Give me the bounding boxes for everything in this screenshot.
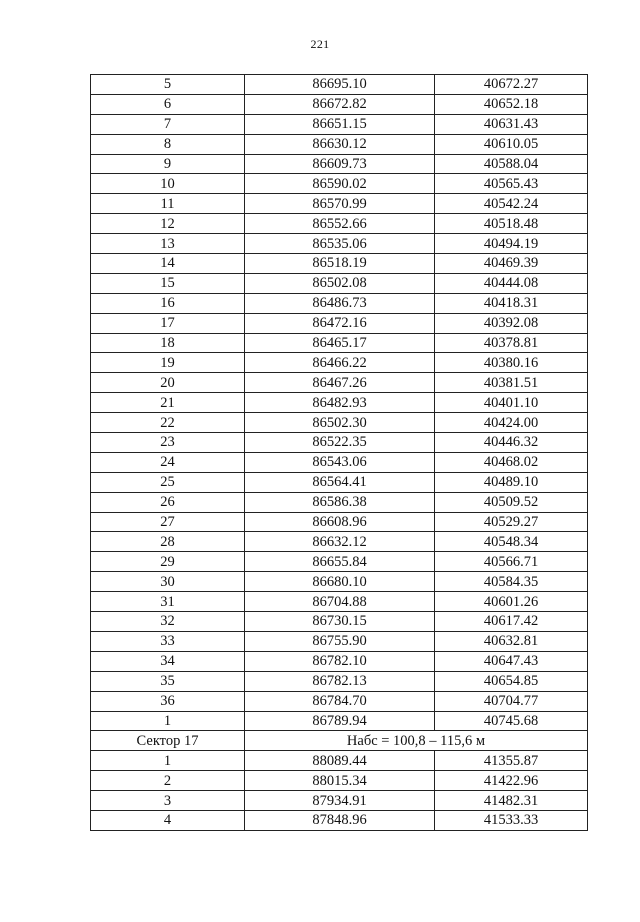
point-number-cell: 9 [91,154,245,174]
point-number-cell: 30 [91,572,245,592]
x-coordinate-cell: 86609.73 [245,154,435,174]
y-coordinate-cell: 40494.19 [435,234,588,254]
table-row [91,532,588,552]
point-number-cell: 16 [91,293,245,313]
point-number-cell: 14 [91,254,245,274]
coordinates-table-body [91,75,588,831]
x-coordinate-cell: 86704.88 [245,592,435,612]
sector-height-range: Набс = 100,8 – 115,6 м [245,731,588,751]
table-row [91,214,588,234]
x-coordinate-cell: 86518.19 [245,254,435,274]
x-coordinate-cell: 86543.06 [245,452,435,472]
y-coordinate-cell: 40601.26 [435,592,588,612]
y-coordinate-cell: 40418.31 [435,293,588,313]
table-row [91,472,588,492]
table-row [91,791,588,811]
x-coordinate-cell: 86782.10 [245,651,435,671]
table-row [91,234,588,254]
x-coordinate-cell: 86672.82 [245,94,435,114]
table-row [91,651,588,671]
y-coordinate-cell: 40704.77 [435,691,588,711]
point-number-cell: 1 [91,751,245,771]
table-row [91,333,588,353]
x-coordinate-cell: 86472.16 [245,313,435,333]
table-row [91,353,588,373]
x-coordinate-cell: 86755.90 [245,631,435,651]
x-coordinate-cell: 86467.26 [245,373,435,393]
table-row [91,293,588,313]
point-number-cell: 7 [91,114,245,134]
table-row [91,114,588,134]
table-row [91,492,588,512]
coordinates-table [90,74,588,831]
x-coordinate-cell: 88015.34 [245,771,435,791]
y-coordinate-cell: 40378.81 [435,333,588,353]
point-number-cell: 11 [91,194,245,214]
x-coordinate-cell: 86522.35 [245,433,435,453]
x-coordinate-cell: 86782.13 [245,671,435,691]
point-number-cell: 15 [91,273,245,293]
y-coordinate-cell: 41422.96 [435,771,588,791]
sector-label: Сектор 17 [91,731,245,751]
y-coordinate-cell: 41355.87 [435,751,588,771]
point-number-cell: 2 [91,771,245,791]
table-row [91,671,588,691]
point-number-cell: 6 [91,94,245,114]
x-coordinate-cell: 86486.73 [245,293,435,313]
point-number-cell: 10 [91,174,245,194]
y-coordinate-cell: 40444.08 [435,273,588,293]
table-row [91,174,588,194]
table-row [91,154,588,174]
x-coordinate-cell: 86651.15 [245,114,435,134]
x-coordinate-cell: 86586.38 [245,492,435,512]
y-coordinate-cell: 40518.48 [435,214,588,234]
table-row [91,134,588,154]
point-number-cell: 35 [91,671,245,691]
table-row [91,572,588,592]
y-coordinate-cell: 40584.35 [435,572,588,592]
y-coordinate-cell: 40588.04 [435,154,588,174]
y-coordinate-cell: 40489.10 [435,472,588,492]
point-number-cell: 5 [91,75,245,95]
point-number-cell: 26 [91,492,245,512]
x-coordinate-cell: 86564.41 [245,472,435,492]
y-coordinate-cell: 40631.43 [435,114,588,134]
point-number-cell: 4 [91,810,245,830]
y-coordinate-cell: 40548.34 [435,532,588,552]
x-coordinate-cell: 86466.22 [245,353,435,373]
table-row [91,771,588,791]
table-row [91,612,588,632]
y-coordinate-cell: 40380.16 [435,353,588,373]
x-coordinate-cell: 86695.10 [245,75,435,95]
x-coordinate-cell: 86465.17 [245,333,435,353]
table-row [91,254,588,274]
y-coordinate-cell: 40509.52 [435,492,588,512]
y-coordinate-cell: 41482.31 [435,791,588,811]
table-row [91,691,588,711]
table-row [91,751,588,771]
point-number-cell: 1 [91,711,245,731]
y-coordinate-cell: 40672.27 [435,75,588,95]
table-row [91,552,588,572]
y-coordinate-cell: 40424.00 [435,413,588,433]
x-coordinate-cell: 86630.12 [245,134,435,154]
point-number-cell: 8 [91,134,245,154]
x-coordinate-cell: 86482.93 [245,393,435,413]
y-coordinate-cell: 40468.02 [435,452,588,472]
y-coordinate-cell: 40392.08 [435,313,588,333]
y-coordinate-cell: 40469.39 [435,254,588,274]
y-coordinate-cell: 40610.05 [435,134,588,154]
x-coordinate-cell: 86502.08 [245,273,435,293]
y-coordinate-cell: 40654.85 [435,671,588,691]
point-number-cell: 28 [91,532,245,552]
y-coordinate-cell: 40647.43 [435,651,588,671]
y-coordinate-cell: 40542.24 [435,194,588,214]
y-coordinate-cell: 41533.33 [435,810,588,830]
y-coordinate-cell: 40529.27 [435,512,588,532]
x-coordinate-cell: 86789.94 [245,711,435,731]
x-coordinate-cell: 86570.99 [245,194,435,214]
point-number-cell: 31 [91,592,245,612]
point-number-cell: 27 [91,512,245,532]
point-number-cell: 18 [91,333,245,353]
table-row [91,631,588,651]
y-coordinate-cell: 40632.81 [435,631,588,651]
table-row [91,75,588,95]
x-coordinate-cell: 87934.91 [245,791,435,811]
x-coordinate-cell: 86730.15 [245,612,435,632]
point-number-cell: 19 [91,353,245,373]
point-number-cell: 20 [91,373,245,393]
table-row [91,512,588,532]
table-row [91,393,588,413]
x-coordinate-cell: 86632.12 [245,532,435,552]
y-coordinate-cell: 40381.51 [435,373,588,393]
table-row [91,433,588,453]
table-row [91,273,588,293]
y-coordinate-cell: 40617.42 [435,612,588,632]
table-row [91,94,588,114]
table-row [91,452,588,472]
x-coordinate-cell: 86680.10 [245,572,435,592]
x-coordinate-cell: 86502.30 [245,413,435,433]
y-coordinate-cell: 40401.10 [435,393,588,413]
table-row [91,194,588,214]
x-coordinate-cell: 86552.66 [245,214,435,234]
point-number-cell: 33 [91,631,245,651]
x-coordinate-cell: 88089.44 [245,751,435,771]
point-number-cell: 32 [91,612,245,632]
point-number-cell: 21 [91,393,245,413]
point-number-cell: 24 [91,452,245,472]
point-number-cell: 17 [91,313,245,333]
table-row [91,413,588,433]
table-row [91,592,588,612]
sector-header-row [91,731,588,751]
y-coordinate-cell: 40446.32 [435,433,588,453]
x-coordinate-cell: 87848.96 [245,810,435,830]
point-number-cell: 23 [91,433,245,453]
x-coordinate-cell: 86590.02 [245,174,435,194]
table-row [91,313,588,333]
y-coordinate-cell: 40652.18 [435,94,588,114]
point-number-cell: 36 [91,691,245,711]
point-number-cell: 13 [91,234,245,254]
x-coordinate-cell: 86784.70 [245,691,435,711]
table-row [91,711,588,731]
point-number-cell: 34 [91,651,245,671]
y-coordinate-cell: 40566.71 [435,552,588,572]
page-number: 221 [310,37,330,51]
y-coordinate-cell: 40745.68 [435,711,588,731]
point-number-cell: 3 [91,791,245,811]
table-row [91,810,588,830]
x-coordinate-cell: 86655.84 [245,552,435,572]
x-coordinate-cell: 86608.96 [245,512,435,532]
table-row [91,373,588,393]
point-number-cell: 12 [91,214,245,234]
y-coordinate-cell: 40565.43 [435,174,588,194]
point-number-cell: 25 [91,472,245,492]
point-number-cell: 22 [91,413,245,433]
x-coordinate-cell: 86535.06 [245,234,435,254]
point-number-cell: 29 [91,552,245,572]
